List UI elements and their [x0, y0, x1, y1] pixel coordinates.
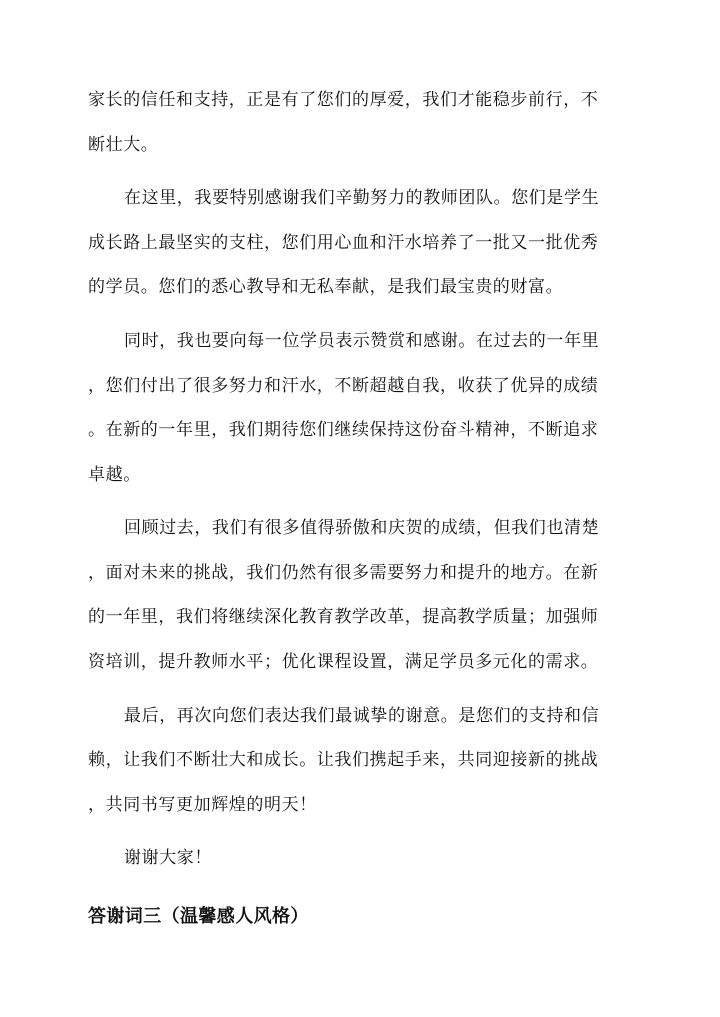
paragraph-line: 断壮大。: [88, 135, 159, 155]
paragraph-line: 。在新的一年里，我们期待您们继续保持这份奋斗精神，不断追求: [88, 420, 599, 440]
paragraph-line: 在这里，我要特别感谢我们辛勤努力的教师团队。您们是学生: [124, 188, 600, 208]
paragraph-line: 最后，再次向您们表达我们最诚挚的谢意。是您们的支持和信: [124, 706, 600, 726]
section-heading: 答谢词三（温馨感人风格）: [88, 906, 309, 927]
closing-line: 谢谢大家！: [124, 848, 212, 868]
paragraph-line: ，共同书写更加辉煌的明天！: [88, 795, 317, 815]
paragraph-line: 赖，让我们不断壮大和成长。让我们携起手来，共同迎接新的挑战: [88, 750, 599, 770]
paragraph-line: ，面对未来的挑战，我们仍然有很多需要努力和提升的地方。在新: [88, 563, 599, 583]
paragraph-line: 的学员。您们的悉心教导和无私奉献，是我们最宝贵的财富。: [88, 277, 564, 297]
paragraph-line: 同时，我也要向每一位学员表示赞赏和感谢。在过去的一年里: [124, 331, 600, 351]
paragraph-line: 资培训，提升教师水平；优化课程设置，满足学员多元化的需求。: [88, 652, 599, 672]
paragraph-line: 回顾过去，我们有很多值得骄傲和庆贺的成绩，但我们也清楚: [124, 518, 600, 538]
paragraph-line: 卓越。: [88, 465, 141, 485]
paragraph-line: 成长路上最坚实的支柱，您们用心血和汗水培养了一批又一批优秀: [88, 233, 599, 253]
paragraph-line: 的一年里，我们将继续深化教育教学改革，提高教学质量；加强师: [88, 607, 599, 627]
paragraph-line: 家长的信任和支持，正是有了您们的厚爱，我们才能稳步前行，不: [88, 90, 599, 110]
paragraph-line: ，您们付出了很多努力和汗水，不断超越自我，收获了优异的成绩: [88, 376, 599, 396]
